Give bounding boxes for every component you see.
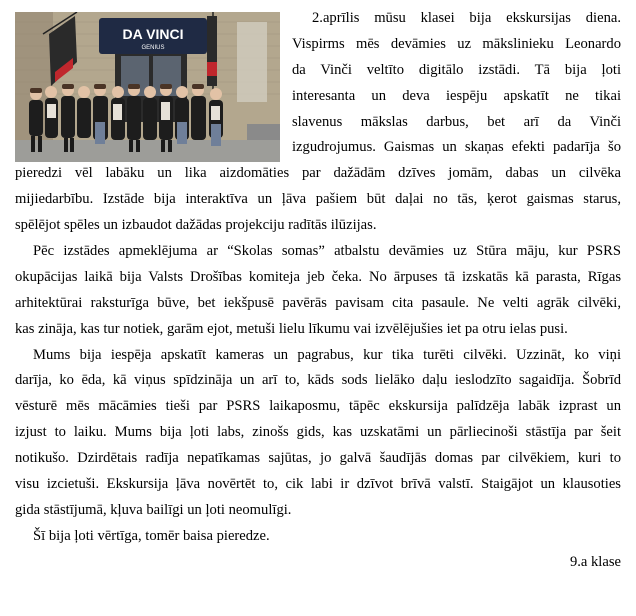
text-line: da Vinči veltīto digitālo izstādi. Tā bija ļoti xyxy=(292,61,621,78)
text-line: gida stāstījumā, kļuva bailīgi un ļoti neomulīgi. xyxy=(15,501,292,518)
text-line: Pēc izstādes apmeklējuma ar “Skolas somas” atbalstu devāmies uz Stūra māju, kur PSRS xyxy=(33,243,621,260)
text-line: okupācijas laikā bija Valsts Drošības komiteja jeb čeka. No ārpuses tā izskatās kā parasta, Rīgas xyxy=(15,268,621,285)
text-line: interesanta un deva iespēju apskatīt ne tikai xyxy=(292,87,621,104)
class-signature: 9.a klase xyxy=(569,553,621,570)
text-line: izjust to laiku. Mums bija ļoti labs, zinošs gids, kas uzskatāmi un pārliecinoši stāstīja par šeit xyxy=(15,424,621,441)
text-line: izgudrojumus. Gaismas un skaņas efekti padarīja šo xyxy=(292,139,621,156)
text-line: pieredzi vēl labāku un lika aizdomāties par dažādām dzīves jomām, dabas un cilvēka xyxy=(15,165,621,182)
paragraph-4 xyxy=(15,524,621,550)
text-line: arhitektūrai raksturīga būve, bet iekšpusē pavērās pavisam cita pasaule. Ne velti agrāk cilvēki, xyxy=(15,294,621,311)
text-line: darīja, ko ēda, kā viņus spīdzināja un arī to, kāds sods lielāko daļu ieslodzīto sagaidīja. Šobrīd xyxy=(15,372,621,389)
text-line: notikušo. Dzirdētais radīja nepatīkamas sajūtas, jo galvā šaudījās domas par cilvēkiem, kuri to xyxy=(15,450,621,467)
building-sign-title: DA VINCI xyxy=(122,26,184,42)
text-line: slavenus mākslas darbus, bet arī da Vinči xyxy=(292,113,621,130)
text-line: mijiedarbību. Izstāde bija interaktīva un ļāva pašiem būt daļai no tās, ķerot gaismas starus, xyxy=(15,191,621,208)
paragraph-2 xyxy=(15,239,621,343)
text-line: Šī bija ļoti vērtīga, tomēr baisa pieredze. xyxy=(33,527,270,544)
text-line: vēsturē mēs mācāmies tieši par PSRS laikaposmu, tāpēc ekskursija palīdzēja labāk izprast un xyxy=(15,398,621,415)
paragraph-1 xyxy=(15,6,621,239)
text-line: kas zināja, kas tur notiek, garām ejot, metuši lielu līkumu vai izvēlējušies iet pa otru ielas pusi. xyxy=(15,320,568,337)
text-line: Mums bija iespēja apskatīt kameras un pagrabus, kur tika turēti cilvēki. Uzzināt, ko viņi xyxy=(33,346,621,363)
text-line: visu izcietuši. Ekskursija ļāva novērtēt to, cik labi ir dzīvot brīvā valstī. Staigājot un klausoties xyxy=(15,476,621,493)
building-sign-subtitle: GENIUS xyxy=(141,45,165,51)
article-text xyxy=(15,6,621,576)
text-line: 2.aprīlis mūsu klasei bija ekskursijas diena. xyxy=(312,10,621,26)
paragraph-3 xyxy=(15,343,621,524)
text-line: spēlējot spēles un izbaudot dažādas projekciju radītās ilūzijas. xyxy=(15,217,377,234)
text-line: Vispirms mēs devāmies uz mākslinieku Leonardo xyxy=(292,35,621,52)
